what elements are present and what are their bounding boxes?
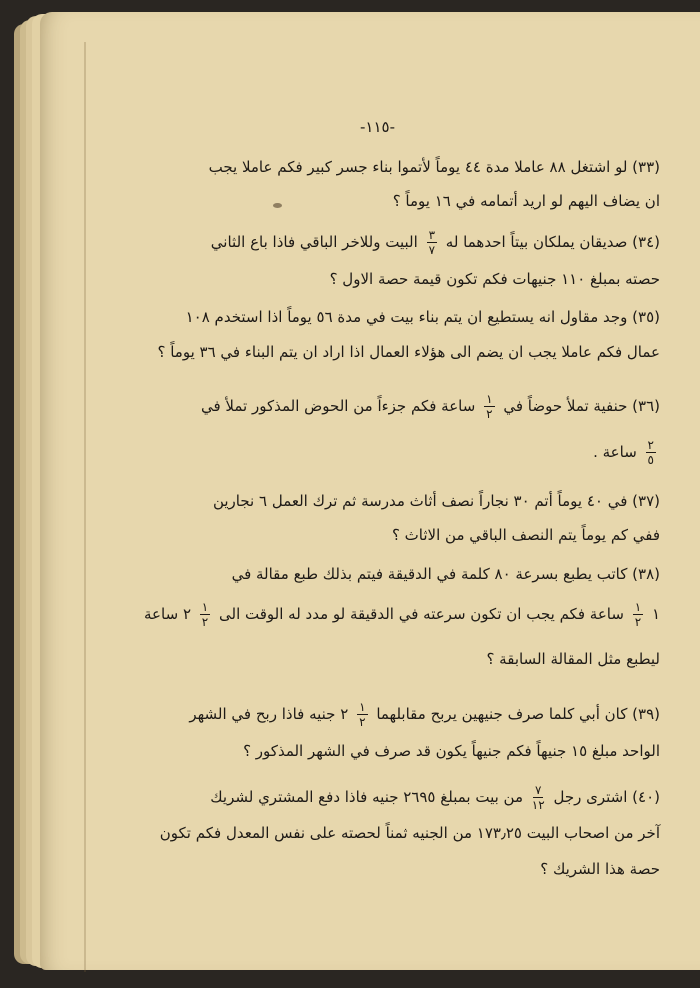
fraction-one-half bbox=[200, 600, 210, 629]
fraction-denominator: ١٢ bbox=[531, 798, 545, 812]
mixed-number-whole: ٢ bbox=[182, 605, 191, 623]
problem-34-line-2: حصته بمبلغ ١١٠ جنيهات فكم تكون قيمة حصة الاول ؟ bbox=[329, 270, 660, 288]
ink-spot bbox=[273, 203, 282, 208]
fraction-one-half bbox=[357, 700, 367, 729]
problem-35-line-2: عمال فكم عاملا يجب ان يضم الى هؤلاء العمال اذا اراد ان يتم البناء في ٣٦ يوماً ؟ bbox=[157, 343, 660, 361]
fraction-numerator: ١ bbox=[359, 700, 366, 714]
fraction-numerator: ١ bbox=[201, 600, 209, 614]
problem-38-line-1: (٣٨) كاتب يطبع بسرعة ٨٠ كلمة في الدقيقة فيتم بذلك طبع مقالة في bbox=[231, 565, 660, 583]
problem-40-text-b: من بيت بمبلغ ٢٦٩٥ جنيه فاذا دفع المشتري لشريك bbox=[210, 788, 524, 806]
problem-36-text-a: (٣٦) حنفية تملأ حوضاً في bbox=[503, 397, 660, 415]
problem-39-text-b: جنيه فاذا ربح في الشهر bbox=[189, 705, 336, 723]
problem-34-text-b: البيت وللاخر الباقي فاذا باع الثاني bbox=[210, 233, 418, 251]
problem-39-line-1 bbox=[189, 700, 660, 729]
problem-40-line-3: حصة هذا الشريك ؟ bbox=[540, 860, 660, 878]
fraction-numerator: ١ bbox=[634, 600, 642, 614]
fraction-numerator: ٢ bbox=[647, 438, 654, 452]
problem-33-line-1: (٣٣) لو اشتغل ٨٨ عاملا مدة ٤٤ يوماً لأتموا بناء جسر كبير فكم عاملا يجب bbox=[208, 158, 660, 176]
problem-40-line-2: آخر من اصحاب البيت ١٧٣٫٢٥ من الجنيه ثمناً لحصته على نفس المعدل فكم تكون bbox=[159, 824, 660, 842]
problem-36-text-b: ساعة فكم جزءاً من الحوض المذكور تملأ في bbox=[200, 397, 476, 415]
problem-37-line-2: ففي كم يوماً يتم النصف الباقي من الاثاث ؟ bbox=[391, 526, 660, 544]
mixed-number-whole: ١ bbox=[651, 605, 660, 623]
fraction-numerator: ١ bbox=[486, 392, 493, 406]
page-number: -١١٥- bbox=[360, 118, 396, 136]
problem-38-line-3: ليطبع مثل المقالة السابقة ؟ bbox=[486, 650, 660, 668]
fraction-denominator: ٢ bbox=[486, 407, 493, 421]
problem-39-text-a: (٣٩) كان أبي كلما صرف جنيهين يربح مقابلهما bbox=[376, 705, 660, 723]
problem-36-text-c: ساعة . bbox=[593, 443, 637, 461]
fraction-three-sevenths bbox=[427, 228, 437, 257]
problem-40-line-1 bbox=[210, 783, 660, 812]
fraction-denominator: ٢ bbox=[201, 615, 209, 629]
problem-34-line-1 bbox=[211, 228, 660, 257]
problem-35-line-1: (٣٥) وجد مقاول انه يستطيع ان يتم بناء بيت في مدة ٥٦ يوماً اذا استخدم ١٠٨ bbox=[185, 308, 660, 326]
fraction-numerator: ٣ bbox=[428, 228, 436, 242]
fraction-denominator: ٥ bbox=[647, 453, 654, 467]
fraction-one-half bbox=[484, 392, 494, 421]
problem-39-line-2: الواحد مبلغ ١٥ جنيهاً فكم جنيهاً يكون قد صرف في الشهر المذكور ؟ bbox=[243, 742, 660, 760]
mixed-number-whole: ٢ bbox=[340, 705, 349, 723]
page-gutter bbox=[84, 42, 86, 972]
problem-38-text-end: ساعة bbox=[144, 605, 179, 623]
fraction-denominator: ٧ bbox=[428, 243, 436, 257]
problem-34-text-a: (٣٤) صديقان يملكان بيتاً احدهما له bbox=[445, 233, 660, 251]
problem-33-line-2: ان يضاف اليهم لو اريد أتمامه في ١٦ يوماً ؟ bbox=[392, 192, 660, 210]
fraction-denominator: ٢ bbox=[634, 615, 642, 629]
problem-38-line-2 bbox=[144, 600, 660, 629]
problem-36-line-1 bbox=[201, 392, 660, 421]
problem-36-line-2 bbox=[593, 438, 660, 467]
fraction-one-half bbox=[633, 600, 643, 629]
fraction-numerator: ٧ bbox=[535, 783, 542, 797]
problem-40-text-a: (٤٠) اشترى رجل bbox=[553, 788, 660, 806]
fraction-seven-twelfths bbox=[532, 783, 545, 812]
problem-38-text-mid: ساعة فكم يجب ان تكون سرعته في الدقيقة لو مدد له الوقت الى bbox=[219, 605, 624, 623]
fraction-denominator: ٢ bbox=[359, 715, 366, 729]
problem-37-line-1: (٣٧) في ٤٠ يوماً أتم ٣٠ نجاراً نصف أثاث مدرسة ثم ترك العمل ٦ نجارين bbox=[212, 492, 660, 510]
fraction-two-fifths bbox=[646, 438, 656, 467]
